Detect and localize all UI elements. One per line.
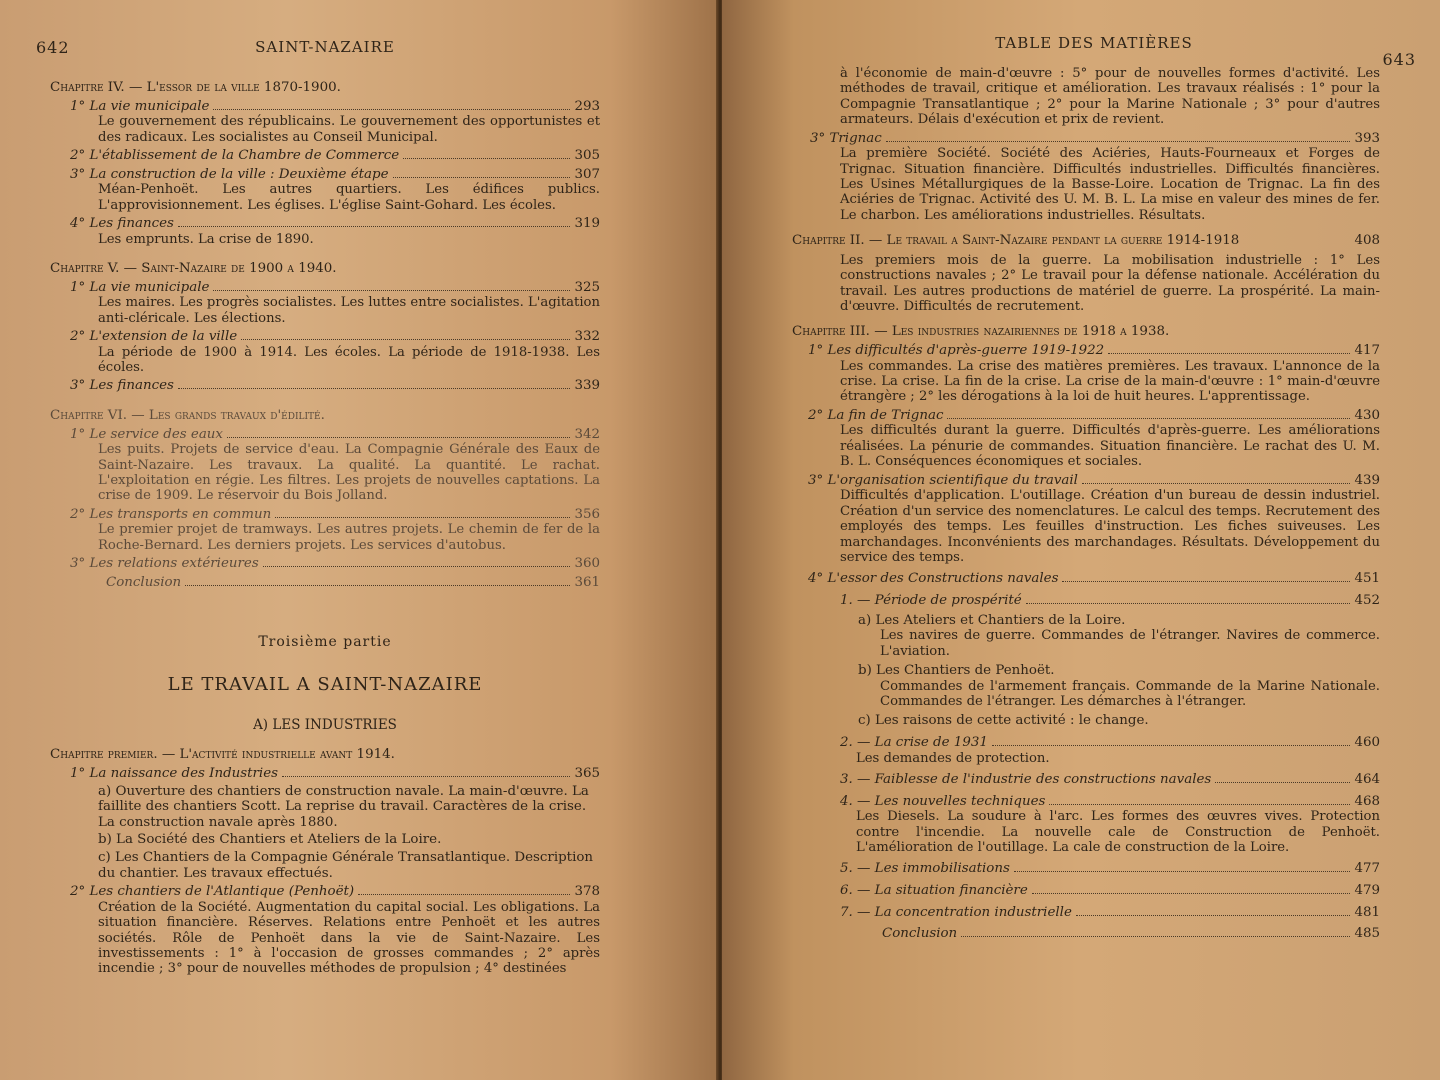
toc-entry[interactable]: 2° L'établissement de la Chambre de Commerce 305 bbox=[70, 148, 600, 163]
entry-description: Les maires. Les progrès socialistes. Les luttes entre socialistes. L'agitation anti-cléricale. Les élections. bbox=[98, 295, 600, 326]
entry-description: La période de 1900 à 1914. Les écoles. La période de 1918-1938. Les écoles. bbox=[98, 344, 600, 375]
toc-subsubentry: b) Les Chantiers de Penhoët. bbox=[858, 662, 1055, 678]
entry-description: Les difficultés durant la guerre. Difficultés d'après-guerre. Les améliorations réalisées. La pénurie de commandes. Situation financière. Le rachat des U. M. B. L. Conséquences économiques et sociales. bbox=[840, 423, 1380, 470]
part-title: LE TRAVAIL A SAINT-NAZAIRE bbox=[167, 674, 483, 696]
toc-entry[interactable]: 2° La fin de Trignac 430 bbox=[808, 407, 1380, 423]
toc-entry[interactable]: 3° L'organisation scientifique du travail 439 bbox=[808, 472, 1380, 488]
toc-entry[interactable]: 1° Les difficultés d'après-guerre 1919-1922 417 bbox=[808, 343, 1380, 359]
toc-entry[interactable]: 1° Le service des eaux 342 bbox=[70, 426, 600, 442]
toc-entry[interactable]: 2° Les chantiers de l'Atlantique (Penhoët) 378 bbox=[70, 884, 600, 900]
part-subtitle: A) LES INDUSTRIES bbox=[253, 717, 397, 734]
left-page bbox=[0, 0, 718, 1080]
entry-description: Les emprunts. La crise de 1890. bbox=[98, 231, 314, 247]
toc-subentry[interactable]: 1. — Période de prospérité 452 bbox=[840, 592, 1380, 608]
chapter-heading: Chapitre premier. — L'activité industrielle avant 1914. bbox=[50, 747, 395, 763]
entry-description: Les navires de guerre. Commandes de l'étranger. Navires de commerce. L'aviation. bbox=[880, 628, 1380, 659]
toc-entry[interactable]: 4° Les finances 319 bbox=[70, 216, 600, 231]
toc-subentry[interactable]: 2. — La crise de 1931 460 bbox=[840, 734, 1380, 750]
toc-entry[interactable]: 3° Les relations extérieures 360 bbox=[70, 556, 600, 572]
toc-entry[interactable]: 3° Trignac 393 bbox=[810, 130, 1380, 146]
right-page bbox=[722, 0, 1440, 1080]
page-number: 642 bbox=[36, 38, 70, 57]
entry-description: Les demandes de protection. bbox=[856, 750, 1050, 766]
toc-subsubentry: a) Les Ateliers et Chantiers de la Loire. bbox=[858, 612, 1126, 628]
toc-entry[interactable]: 1° La vie municipale 325 bbox=[70, 279, 600, 295]
entry-description: Les commandes. La crise des matières premières. Les travaux. L'annonce de la crise. La crise. La fin de la crise. La crise de la main-d'œuvre : 1° main-d'œuvre étrangère ; 2° les dérogations à la loi de huit heures. L'apprentissage. bbox=[840, 358, 1380, 405]
toc-entry[interactable]: 2° L'extension de la ville 332 bbox=[70, 329, 600, 344]
toc-subentry[interactable]: 3. — Faiblesse de l'industrie des constructions navales 464 bbox=[840, 771, 1380, 787]
toc-subentry[interactable]: 6. — La situation financière 479 bbox=[840, 882, 1380, 898]
entry-description: Le premier projet de tramways. Les autres projets. Le chemin de fer de la Roche-Bernard. Les derniers projets. Les services d'autobus. bbox=[98, 522, 600, 553]
running-head: TABLE DES MATIÈRES bbox=[995, 34, 1193, 52]
chapter-heading: Chapitre IV. — L'essor de la ville 1870-1900. bbox=[50, 80, 341, 95]
toc-entry-conclusion[interactable]: Conclusion 485 bbox=[882, 926, 1380, 942]
entry-description: Difficultés d'application. L'outillage. Création d'un bureau de dessin industriel. Création d'un service des nomenclatures. Le calcul des temps. Recrutement des employés des temps. Les feuilles d'instruction. Les fiches suiveuses. Les marchandages. Inconvénients des marchandages. Résultats. Développement du service des temps. bbox=[840, 488, 1380, 565]
toc-subentry[interactable]: 7. — La concentration industrielle 481 bbox=[840, 904, 1380, 920]
running-head: SAINT-NAZAIRE bbox=[255, 38, 395, 56]
toc-entry-conclusion[interactable]: Conclusion 361 bbox=[106, 574, 600, 590]
entry-description: Méan-Penhoët. Les autres quartiers. Les édifices publics. L'approvisionnement. Les églises. L'église Saint-Gohard. Les écoles. bbox=[98, 182, 600, 213]
toc-entry[interactable]: 1° La naissance des Industries 365 bbox=[70, 766, 600, 781]
toc-subentry[interactable]: 5. — Les immobilisations 477 bbox=[840, 861, 1380, 877]
entry-description: Les Diesels. La soudure à l'arc. Les formes des œuvres vives. Protection contre l'incendie. La nouvelle cale de Construction de Penhoët. L'amélioration de l'outillage. La cale de construction de la Loire. bbox=[856, 809, 1380, 855]
toc-subsubentry: c) Les raisons de cette activité : le change. bbox=[858, 713, 1149, 729]
page-number: 643 bbox=[1382, 50, 1416, 69]
toc-entry[interactable]: 3° La construction de la ville : Deuxième étape 307 bbox=[70, 166, 600, 182]
part-label: Troisième partie bbox=[258, 634, 392, 651]
chapter-heading: Chapitre III. — Les industries nazairiennes de 1918 a 1938. bbox=[792, 324, 1170, 340]
entry-description: Les premiers mois de la guerre. La mobilisation industrielle : 1° Les constructions navales ; 2° Le travail pour la défense nationale. Accélération du travail. Les autres productions de matériel de guerre. La prospérité. La main-d'œuvre. Difficultés de recrutement. bbox=[840, 252, 1380, 315]
right-header bbox=[808, 26, 1416, 69]
entry-description: Commandes de l'armement français. Commande de la Marine Nationale. Commandes de l'étranger. Les démarches à l'étranger. bbox=[880, 678, 1380, 709]
entry-description: Le gouvernement des républicains. Le gouvernement des opportunistes et des radicaux. Les socialistes au Conseil Municipal. bbox=[98, 114, 600, 145]
entry-description: Création de la Société. Augmentation du capital social. Les obligations. La situation financière. Réserves. Relations entre Penhoët et les autres sociétés. Rôle de Penhoët dans la vie de Saint-Nazaire. Les investissements : 1° à l'occasion de grosses commandes ; 2° après incendie ; 3° pour de nouvelles méthodes de propulsion ; 4° destinées bbox=[98, 899, 600, 977]
toc-subentry: b) La Société des Chantiers et Ateliers de la Loire. bbox=[98, 832, 442, 848]
entry-description: La première Société. Société des Aciéries, Hauts-Fourneaux et Forges de Trignac. Situation financière. Difficultés industrielles. Difficultés financières. Les Usines Métallurgiques de la Basse-Loire. Location de Trignac. La fin des Aciéries de Trignac. Activité des U. M. B. L. La mise en valeur des mines de fer. Le charbon. Les améliorations industrielles. Résultats. bbox=[840, 146, 1380, 223]
toc-entry[interactable]: 4° L'essor des Constructions navales 451 bbox=[808, 571, 1380, 587]
chapter-heading: Chapitre V. — Saint-Nazaire de 1900 a 1940. bbox=[50, 261, 337, 276]
chapter-heading[interactable]: Chapitre II. — Le travail a Saint-Nazaire pendant la guerre 1914-1918 408 bbox=[792, 233, 1380, 249]
left-header bbox=[36, 30, 600, 70]
entry-continuation: à l'économie de main-d'œuvre : 5° pour de nouvelles formes d'activité. Les méthodes de travail, critique et amélioration. Les travaux réalisés : 1° pour la Compagnie Transatlantique ; 2° pour la Marine Nationale ; 3° pour d'autres armateurs. Délais d'exécution et prix de revient. bbox=[840, 66, 1380, 128]
toc-subentry: c) Les Chantiers de la Compagnie Générale Transatlantique. Description du chantier. Les travaux effectués. bbox=[98, 849, 594, 881]
toc-entry[interactable]: 3° Les finances 339 bbox=[70, 378, 600, 394]
toc-subentry: a) Ouverture des chantiers de construction navale. La main-d'œuvre. La faillite des chantiers Scott. La reprise du travail. Caractères de la crise. La construction navale après 1880. bbox=[98, 783, 589, 830]
entry-description: Les puits. Projets de service d'eau. La Compagnie Générale des Eaux de Saint-Nazaire. Les travaux. La qualité. La quantité. Le rachat. L'exploitation en régie. Les filtres. Les projets de nouvelles captations. La crise de 1909. Le réservoir du Bois Jolland. bbox=[98, 442, 600, 504]
toc-subentry[interactable]: 4. — Les nouvelles techniques 468 bbox=[840, 793, 1380, 809]
toc-entry[interactable]: 1° La vie municipale 293 bbox=[70, 98, 600, 114]
toc-entry[interactable]: 2° Les transports en commun 356 bbox=[70, 506, 600, 522]
chapter-heading: Chapitre VI. — Les grands travaux d'édilité. bbox=[50, 408, 325, 423]
